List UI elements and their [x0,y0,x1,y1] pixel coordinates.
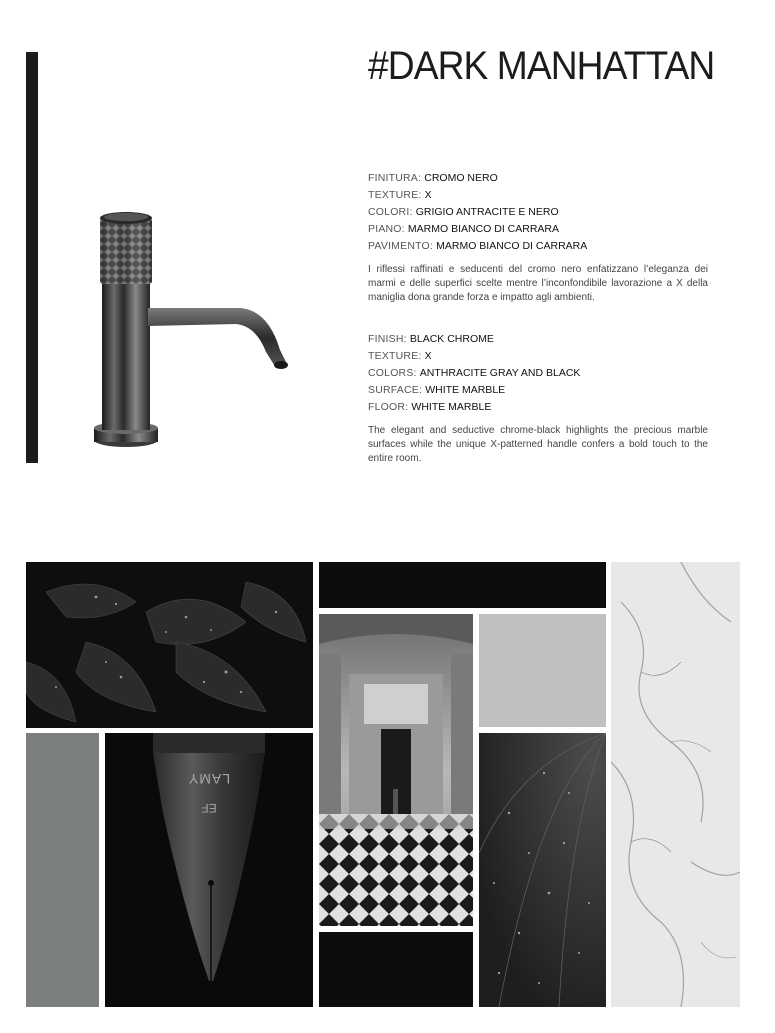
light-gray-swatch [479,614,606,727]
italian-specs [368,170,713,255]
fountain-pen-photo [105,733,313,1007]
spec-row: FLOOR: WHITE MARBLE [368,401,492,413]
spec-row: TEXTURE: X [368,189,432,201]
accent-bar [26,52,38,463]
spec-row: FINITURA: CROMO NERO [368,172,498,184]
wet-umbrella-photo [479,733,606,1007]
italian-description: I riflessi raffinati e seducenti del cromo nero enfatizzano l’eleganza dei marmi e delle superfici scelte mentre l’inconfondibile lavorazione a X della maniglia dona grande forza e impatto agli ambienti. [368,264,708,303]
spec-row: PIANO: MARMO BIANCO DI CARRARA [368,223,560,235]
black-swatch-top [319,562,606,608]
leaves-photo [26,562,313,728]
spec-row: COLORS: ANTHRACITE GRAY AND BLACK [368,367,581,379]
palace-hall-photo [319,614,473,926]
sage-gray-swatch [26,733,99,1007]
english-specs [368,331,713,416]
english-description: The elegant and seductive chrome-black highlights the precious marble surfaces while the unique X-patterned handle confers a bold touch to the entire room. [368,425,708,464]
marble-photo [611,562,740,1007]
spec-row: FINISH: BLACK CHROME [368,333,494,345]
pen-brand-engraving: LAMY [187,771,231,787]
spec-row: COLORI: GRIGIO ANTRACITE E NERO [368,206,559,218]
faucet-image [80,200,300,470]
pen-nib-engraving: EF [201,801,217,815]
spec-row: TEXTURE: X [368,350,432,362]
spec-row: SURFACE: WHITE MARBLE [368,384,506,396]
spec-row: PAVIMENTO: MARMO BIANCO DI CARRARA [368,240,588,252]
black-swatch-bottom [319,932,473,1007]
page-title: #DARK MANHATTAN [368,44,715,88]
